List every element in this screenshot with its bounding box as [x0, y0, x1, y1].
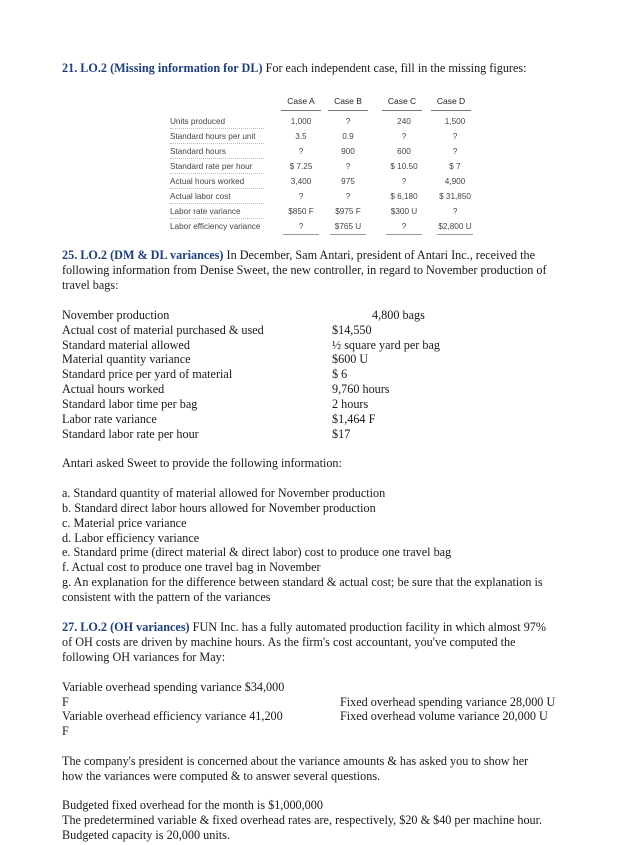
- var-oh-spending-variance: Variable overhead spending variance $34,000: [62, 680, 285, 694]
- table-cell: 975: [341, 177, 355, 186]
- fixed-oh-volume-variance: Fixed overhead volume variance 20,000 U: [340, 709, 548, 723]
- q25-ask: Antari asked Sweet to provide the following information:: [62, 456, 342, 470]
- q27-budget-line2: The predetermined variable & fixed overhead rates are, respectively, $20 & $40 per machine hour.: [62, 813, 543, 827]
- total-rule: [330, 234, 366, 235]
- table-cell: ?: [298, 222, 304, 231]
- q25-number: 25.: [62, 248, 78, 262]
- q25-intro-text: In December, Sam Antari, president of Antari Inc., received the: [226, 248, 535, 262]
- table-cell: ?: [452, 132, 458, 141]
- q27-intro-line1: [62, 620, 546, 635]
- table-cell: $ 7.25: [289, 162, 313, 171]
- q25-title: LO.2 (DM & DL variances): [80, 248, 224, 262]
- row-divider: [170, 203, 264, 204]
- q21-heading: [62, 61, 527, 76]
- q25-item-label: Standard price per yard of material: [62, 367, 233, 381]
- total-rule: [437, 234, 473, 235]
- table-cell: 3.5: [295, 132, 307, 141]
- q21-number: 21.: [62, 61, 78, 75]
- q25-item-label: Standard labor time per bag: [62, 397, 198, 411]
- q27-number: 27.: [62, 620, 78, 634]
- q25-item-value: $14,550: [332, 323, 372, 337]
- table-cell: ?: [345, 117, 351, 126]
- table-header-case-c: Case C: [387, 96, 417, 106]
- q25-item-value: 2 hours: [332, 397, 369, 411]
- table-cell: $975 F: [335, 207, 361, 216]
- q25-request-a: a. Standard quantity of material allowed for November production: [62, 486, 386, 500]
- q25-item-label: Labor rate variance: [62, 412, 157, 426]
- table-cell: $850 F: [288, 207, 314, 216]
- q25-request-g-cont: consistent with the pattern of the variances: [62, 590, 271, 604]
- q25-request-b: b. Standard direct labor hours allowed for November production: [62, 501, 376, 515]
- table-cell: 1,000: [290, 117, 312, 126]
- table-cell: ?: [452, 207, 458, 216]
- table-cell: 1,500: [444, 117, 466, 126]
- header-rule: [328, 110, 368, 111]
- q27-intro-line2: of OH costs are driven by machine hours. As the firm's cost accountant, you've computed the: [62, 635, 516, 649]
- header-rule: [431, 110, 471, 111]
- table-cell: ?: [401, 222, 407, 231]
- row-label: Actual hours worked: [170, 177, 245, 186]
- q25-item-label: Standard labor rate per hour: [62, 427, 199, 441]
- table-header-case-b: Case B: [334, 96, 362, 106]
- q25-request-f: f. Actual cost to produce one travel bag in November: [62, 560, 321, 574]
- table-cell: $ 7: [449, 162, 461, 171]
- q27-budget-line3: Budgeted capacity is 20,000 units.: [62, 828, 230, 842]
- row-label: Labor rate variance: [170, 207, 241, 216]
- q25-intro-line2: following information from Denise Sweet, the new controller, in regard to November production of: [62, 263, 547, 277]
- q25-request-c: c. Material price variance: [62, 516, 187, 530]
- table-cell: 4,900: [444, 177, 466, 186]
- q25-item-label: Actual cost of material purchased & used: [62, 323, 264, 337]
- row-label: Standard rate per hour: [170, 162, 253, 171]
- q21-instruction: For each independent case, fill in the missing figures:: [265, 61, 527, 75]
- row-label: Labor efficiency variance: [170, 222, 261, 231]
- q25-intro-line1: [62, 248, 535, 263]
- row-label: Units produced: [170, 117, 226, 126]
- table-cell: 3,400: [290, 177, 312, 186]
- q25-request-d: d. Labor efficiency variance: [62, 531, 200, 545]
- row-divider: [170, 128, 264, 129]
- q25-item-label: November production: [62, 308, 170, 322]
- table-cell: ?: [345, 192, 351, 201]
- table-cell: $2,800 U: [438, 222, 472, 231]
- header-rule: [382, 110, 422, 111]
- q25-request-e: e. Standard prime (direct material & direct labor) cost to produce one travel bag: [62, 545, 452, 559]
- q27-intro-line3: following OH variances for May:: [62, 650, 226, 664]
- table-cell: 600: [397, 147, 411, 156]
- q25-item-label: Material quantity variance: [62, 352, 191, 366]
- table-cell: $ 31,850: [439, 192, 471, 201]
- total-rule: [386, 234, 422, 235]
- q25-item-value: $ 6: [332, 367, 348, 381]
- missing-info-table: [170, 96, 478, 234]
- row-divider: [170, 188, 264, 189]
- table-header-case-a: Case A: [287, 96, 315, 106]
- q27-budget-line1: Budgeted fixed overhead for the month is $1,000,000: [62, 798, 323, 812]
- var-oh-efficiency-f: F: [62, 724, 69, 738]
- header-rule: [281, 110, 321, 111]
- q27-intro-text: FUN Inc. has a fully automated production facility in which almost 97%: [192, 620, 547, 634]
- row-label: Standard hours per unit: [170, 132, 256, 141]
- table-cell: ?: [298, 192, 304, 201]
- q25-item-value: ½ square yard per bag: [332, 338, 440, 352]
- row-divider: [170, 143, 264, 144]
- row-divider: [170, 158, 264, 159]
- table-header-case-d: Case D: [436, 96, 466, 106]
- table-cell: 240: [397, 117, 411, 126]
- q25-item-label: Actual hours worked: [62, 382, 165, 396]
- q21-title: LO.2 (Missing information for DL): [80, 61, 263, 75]
- table-cell: $300 U: [390, 207, 418, 216]
- table-cell: ?: [298, 147, 304, 156]
- row-divider: [170, 218, 264, 219]
- q27-president-line2: how the variances were computed & to answer several questions.: [62, 769, 381, 783]
- row-label: Standard hours: [170, 147, 226, 156]
- q25-item-value: $17: [332, 427, 351, 441]
- q27-president-line1: The company's president is concerned about the variance amounts & has asked you to show her: [62, 754, 529, 768]
- q25-item-label: Standard material allowed: [62, 338, 190, 352]
- q25-request-g: g. An explanation for the difference between standard & actual cost; be sure that the explanation is: [62, 575, 543, 589]
- table-cell: 0.9: [342, 132, 354, 141]
- table-cell: ?: [401, 132, 407, 141]
- table-cell: ?: [401, 177, 407, 186]
- table-cell: ?: [452, 147, 458, 156]
- table-cell: $ 10.50: [390, 162, 418, 171]
- q25-item-value: 4,800 bags: [372, 308, 425, 322]
- row-label: Actual labor cost: [170, 192, 231, 201]
- q25-item-value: $1,464 F: [332, 412, 376, 426]
- table-cell: ?: [345, 162, 351, 171]
- q27-title: LO.2 (OH variances): [80, 620, 190, 634]
- table-cell: $ 6,180: [390, 192, 418, 201]
- table-cell: $765 U: [334, 222, 362, 231]
- q25-item-value: 9,760 hours: [332, 382, 390, 396]
- row-divider: [170, 173, 264, 174]
- total-rule: [283, 234, 319, 235]
- var-oh-spending-f: F: [62, 695, 69, 709]
- table-cell: 900: [341, 147, 355, 156]
- var-oh-efficiency-variance: Variable overhead efficiency variance 41,200: [62, 709, 283, 723]
- q25-item-value: $600 U: [332, 352, 369, 366]
- q25-intro-line3: travel bags:: [62, 278, 119, 292]
- fixed-oh-spending-variance: Fixed overhead spending variance 28,000 U: [340, 695, 556, 709]
